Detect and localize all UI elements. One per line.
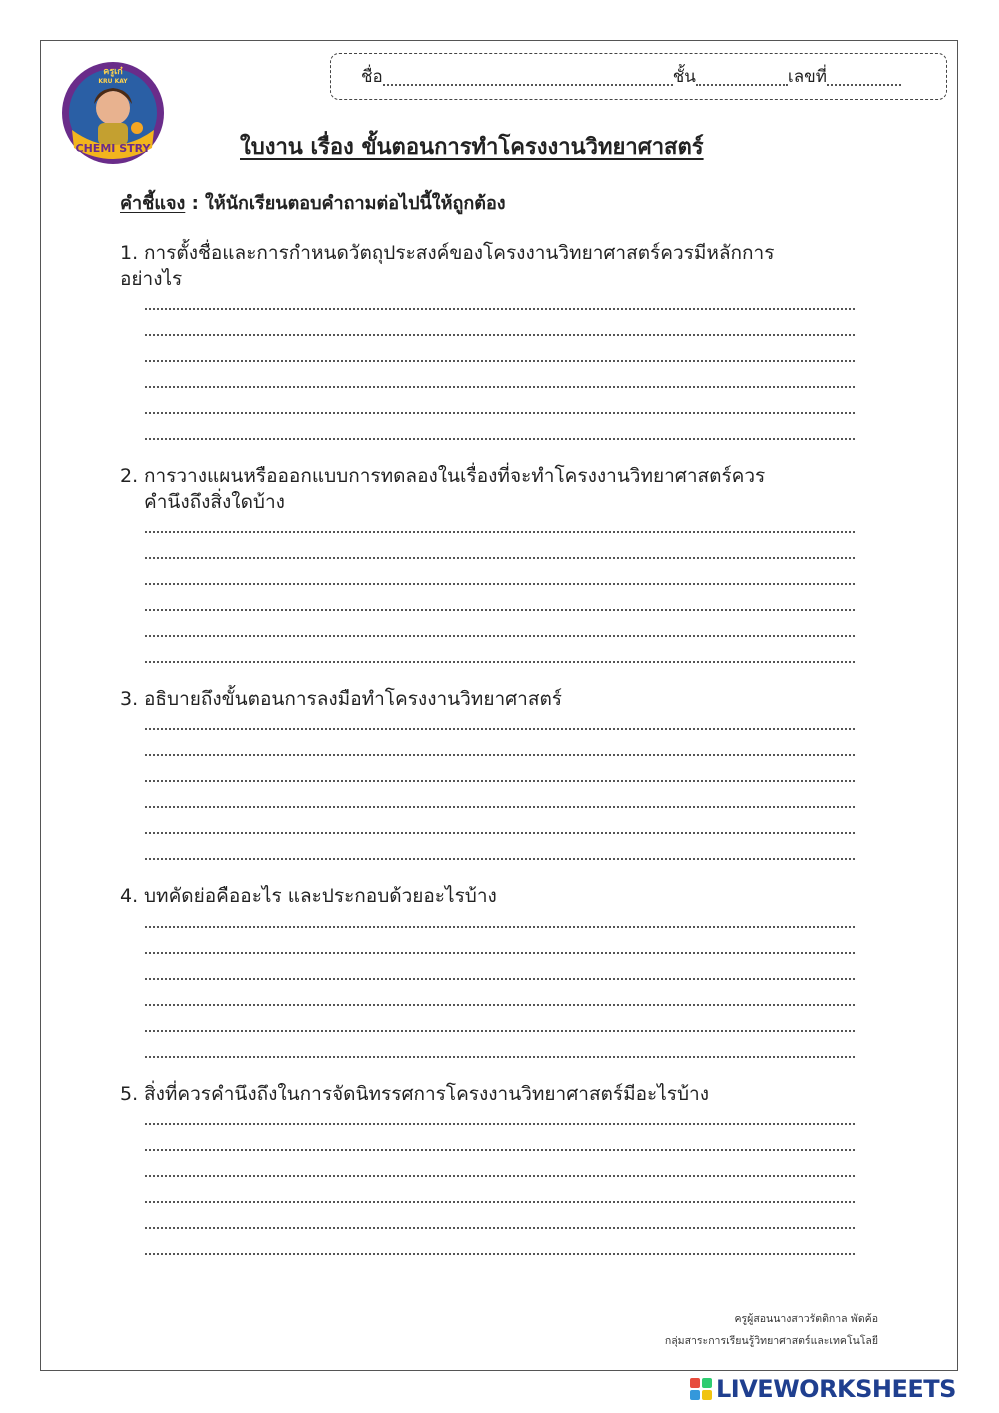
answer-line[interactable]	[145, 609, 855, 611]
question-text: สิ่งที่ควรคำนึงถึงในการจัดนิทรรศการโครงงานวิทยาศาสตร์มีอะไรบ้าง	[144, 1083, 709, 1105]
answer-line[interactable]	[145, 1056, 855, 1058]
question-number: 4.	[120, 885, 139, 907]
class-field[interactable]	[696, 68, 788, 86]
answer-line[interactable]	[145, 832, 855, 834]
question-text: การวางแผนหรือออกแบบการทดลองในเรื่องที่จะทำโครงงานวิทยาศาสตร์ควร	[144, 465, 766, 487]
chemistry-logo	[60, 60, 166, 166]
number-label: เลขที่	[787, 67, 827, 87]
answer-line[interactable]	[145, 754, 855, 756]
instructions-separator: :	[185, 193, 206, 214]
instructions-text: ให้นักเรียนตอบคำถามต่อไปนี้ให้ถูกต้อง	[205, 193, 506, 214]
answer-line[interactable]	[145, 1004, 855, 1006]
answer-line[interactable]	[145, 780, 855, 782]
answer-line[interactable]	[145, 635, 855, 637]
question-number: 5.	[120, 1083, 139, 1105]
answer-line[interactable]	[145, 978, 855, 980]
liveworksheets-brand	[690, 1374, 956, 1404]
answer-line[interactable]	[145, 438, 855, 440]
question-number: 1.	[120, 242, 139, 264]
logo-bottom-text: CHEMI STRY	[75, 142, 151, 155]
question-5	[120, 1081, 860, 1107]
answer-line[interactable]	[145, 334, 855, 336]
answer-line[interactable]	[145, 360, 855, 362]
question-text: บทคัดย่อคืออะไร และประกอบด้วยอะไรบ้าง	[144, 885, 497, 907]
instructions-label: คำชี้แจง	[120, 193, 186, 214]
question-text-cont: อย่างไร	[120, 268, 183, 290]
logo-top-text: ครูเก๋	[103, 67, 123, 77]
answer-line[interactable]	[145, 661, 855, 663]
name-label: ชื่อ	[361, 67, 383, 87]
answer-line[interactable]	[145, 308, 855, 310]
brand-square-green	[702, 1378, 712, 1388]
student-info-box	[330, 53, 947, 100]
question-text: การตั้งชื่อและการกำหนดวัตถุประสงค์ของโครงงานวิทยาศาสตร์ควรมีหลักการ	[144, 242, 775, 264]
answer-line[interactable]	[145, 1175, 855, 1177]
question-text-cont: คำนึงถึงสิ่งใดบ้าง	[144, 491, 285, 513]
name-field[interactable]	[383, 68, 673, 86]
class-label: ชั้น	[672, 67, 696, 87]
question-2	[120, 463, 860, 515]
answer-line[interactable]	[145, 531, 855, 533]
answer-line[interactable]	[145, 1253, 855, 1255]
footer-teacher: ครูผู้สอนนางสาวรัตติกาล พัดค้อ	[734, 1313, 878, 1325]
answer-line[interactable]	[145, 728, 855, 730]
brand-square-blue	[690, 1390, 700, 1400]
page-title: ใบงาน เรื่อง ขั้นตอนการทำโครงงานวิทยาศาสตร์	[240, 135, 704, 160]
answer-line[interactable]	[145, 1123, 855, 1125]
number-field[interactable]	[827, 68, 901, 86]
answer-line[interactable]	[145, 858, 855, 860]
brand-square-yellow	[702, 1390, 712, 1400]
answer-line[interactable]	[145, 806, 855, 808]
liveworksheets-text: LIVEWORKSHEETS	[716, 1375, 956, 1403]
question-1	[120, 240, 860, 292]
answer-line[interactable]	[145, 926, 855, 928]
answer-line[interactable]	[145, 1227, 855, 1229]
question-number: 3.	[120, 688, 139, 710]
question-text: อธิบายถึงขั้นตอนการลงมือทำโครงงานวิทยาศาสตร์	[144, 688, 562, 710]
answer-line[interactable]	[145, 583, 855, 585]
instructions	[120, 188, 506, 217]
logo-sub-text: KRU KAY	[98, 78, 128, 85]
brand-square-red	[690, 1378, 700, 1388]
footer-department: กลุ่มสาระการเรียนรู้วิทยาศาสตร์และเทคโนโลยี	[664, 1335, 878, 1347]
answer-line[interactable]	[145, 412, 855, 414]
answer-line[interactable]	[145, 1030, 855, 1032]
question-number: 2.	[120, 465, 139, 487]
answer-line[interactable]	[145, 557, 855, 559]
answer-line[interactable]	[145, 1149, 855, 1151]
answer-line[interactable]	[145, 386, 855, 388]
question-3	[120, 686, 860, 712]
question-4	[120, 883, 860, 909]
liveworksheets-icon	[690, 1378, 712, 1400]
answer-line[interactable]	[145, 952, 855, 954]
answer-line[interactable]	[145, 1201, 855, 1203]
